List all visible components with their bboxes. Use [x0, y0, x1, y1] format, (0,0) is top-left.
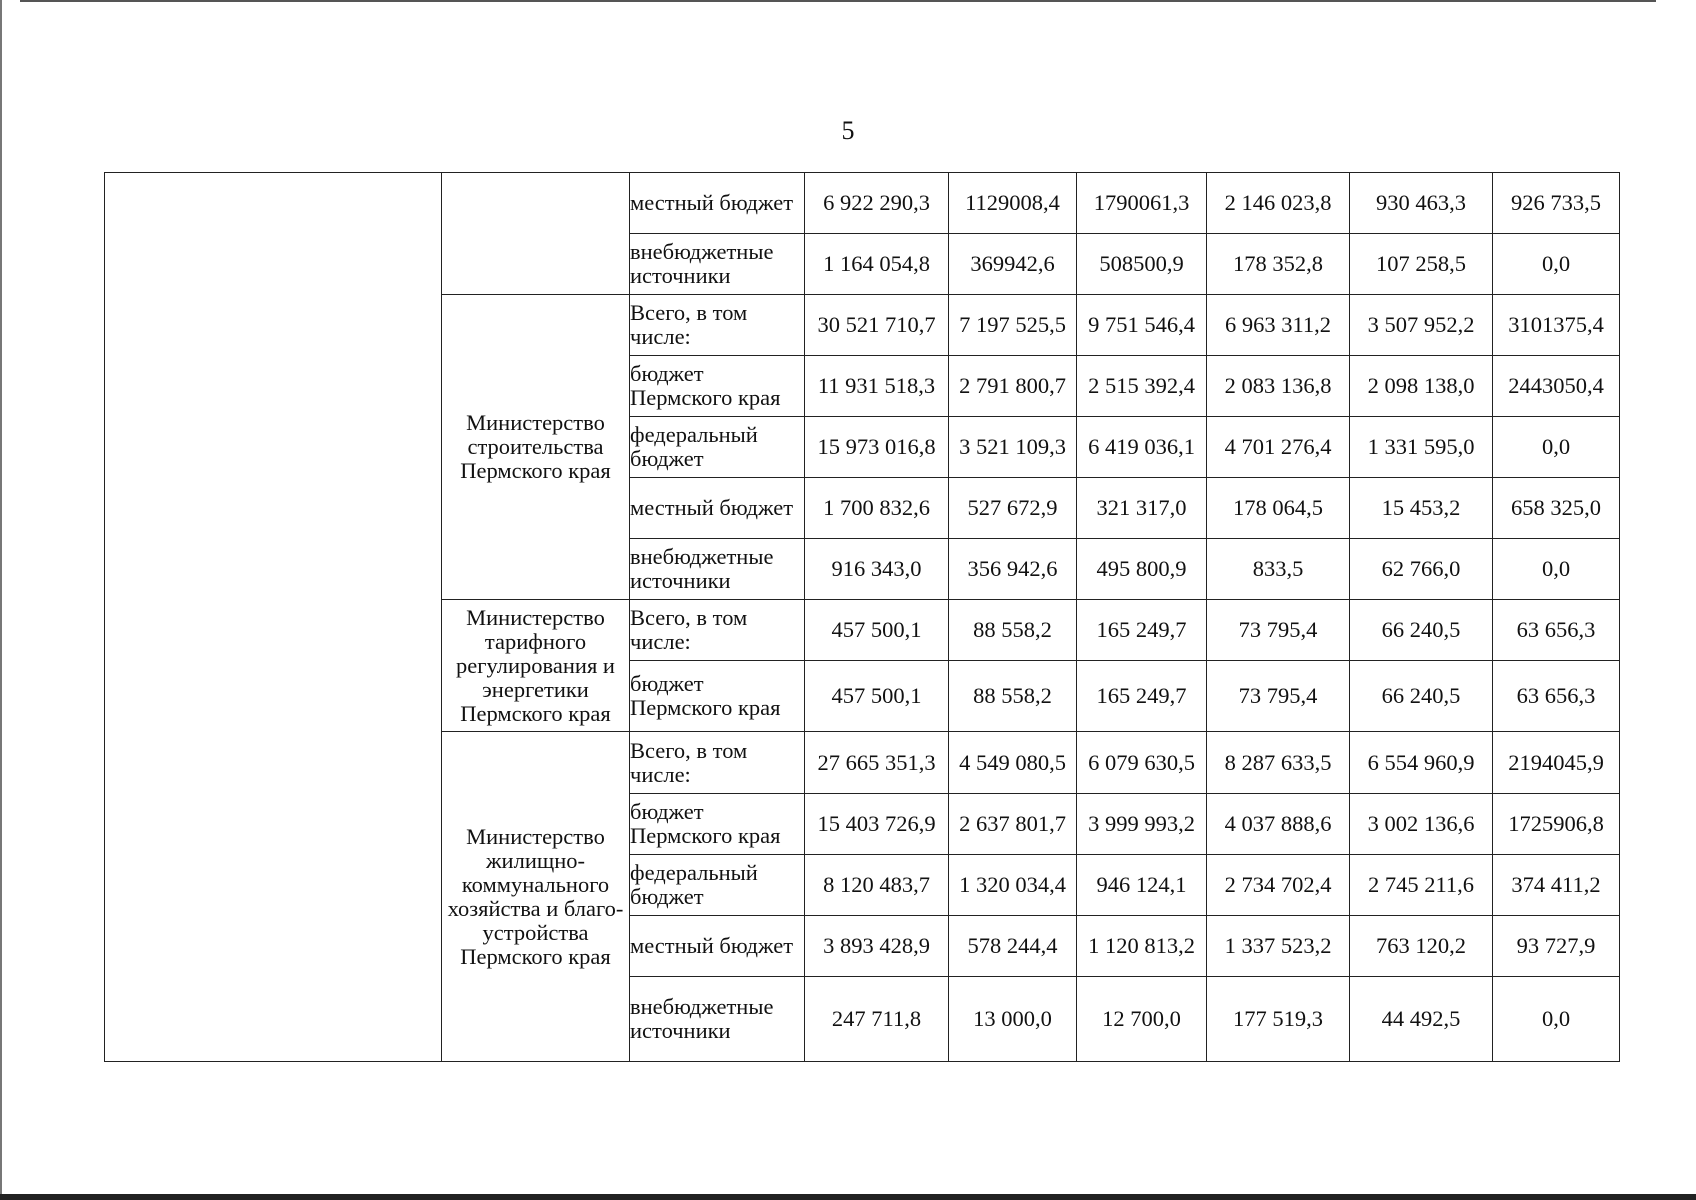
organization-cell	[442, 173, 630, 295]
value-cell: 93 727,9	[1493, 916, 1620, 977]
budget-table	[104, 172, 1620, 1062]
value-cell: 177 519,3	[1207, 977, 1350, 1062]
scan-bottom-edge	[0, 1194, 1696, 1200]
value-cell: 9 751 546,4	[1077, 295, 1207, 356]
value-cell: 369942,6	[949, 234, 1077, 295]
table-row	[105, 173, 1620, 234]
value-cell: 6 079 630,5	[1077, 732, 1207, 794]
value-cell: 4 549 080,5	[949, 732, 1077, 794]
funding-source-cell: бюджет Пермского края	[630, 356, 805, 417]
value-cell: 2443050,4	[1493, 356, 1620, 417]
value-cell: 457 500,1	[805, 600, 949, 661]
value-cell: 946 124,1	[1077, 855, 1207, 916]
value-cell: 73 795,4	[1207, 600, 1350, 661]
value-cell: 916 343,0	[805, 539, 949, 600]
value-cell: 4 037 888,6	[1207, 794, 1350, 855]
funding-source-cell: местный бюджет	[630, 478, 805, 539]
value-cell: 1 164 054,8	[805, 234, 949, 295]
value-cell: 6 554 960,9	[1350, 732, 1493, 794]
value-cell: 12 700,0	[1077, 977, 1207, 1062]
value-cell: 658 325,0	[1493, 478, 1620, 539]
value-cell: 2 098 138,0	[1350, 356, 1493, 417]
value-cell: 2 146 023,8	[1207, 173, 1350, 234]
value-cell: 178 064,5	[1207, 478, 1350, 539]
value-cell: 457 500,1	[805, 661, 949, 732]
value-cell: 2 515 392,4	[1077, 356, 1207, 417]
value-cell: 2 745 211,6	[1350, 855, 1493, 916]
funding-source-cell: внебюджетные источники	[630, 977, 805, 1062]
value-cell: 6 922 290,3	[805, 173, 949, 234]
value-cell: 3 893 428,9	[805, 916, 949, 977]
value-cell: 374 411,2	[1493, 855, 1620, 916]
value-cell: 3 999 993,2	[1077, 794, 1207, 855]
value-cell: 1725906,8	[1493, 794, 1620, 855]
funding-source-cell: местный бюджет	[630, 916, 805, 977]
value-cell: 1 331 595,0	[1350, 417, 1493, 478]
organization-cell: Министерство жилищно-коммунального хозяйства и благо-устройства Пермского края	[442, 732, 630, 1062]
value-cell: 527 672,9	[949, 478, 1077, 539]
funding-source-cell: внебюджетные источники	[630, 234, 805, 295]
value-cell: 578 244,4	[949, 916, 1077, 977]
funding-source-cell: местный бюджет	[630, 173, 805, 234]
value-cell: 63 656,3	[1493, 600, 1620, 661]
funding-source-cell: Всего, в том числе:	[630, 732, 805, 794]
value-cell: 165 249,7	[1077, 661, 1207, 732]
value-cell: 495 800,9	[1077, 539, 1207, 600]
value-cell: 356 942,6	[949, 539, 1077, 600]
value-cell: 0,0	[1493, 539, 1620, 600]
value-cell: 62 766,0	[1350, 539, 1493, 600]
value-cell: 833,5	[1207, 539, 1350, 600]
value-cell: 107 258,5	[1350, 234, 1493, 295]
value-cell: 30 521 710,7	[805, 295, 949, 356]
value-cell: 0,0	[1493, 977, 1620, 1062]
funding-source-cell: бюджет Пермского края	[630, 661, 805, 732]
value-cell: 3 521 109,3	[949, 417, 1077, 478]
value-cell: 1129008,4	[949, 173, 1077, 234]
page-number: 5	[841, 116, 855, 145]
value-cell: 8 287 633,5	[1207, 732, 1350, 794]
value-cell: 6 419 036,1	[1077, 417, 1207, 478]
value-cell: 6 963 311,2	[1207, 295, 1350, 356]
funding-source-cell: федеральный бюджет	[630, 855, 805, 916]
value-cell: 73 795,4	[1207, 661, 1350, 732]
value-cell: 15 403 726,9	[805, 794, 949, 855]
funding-source-cell: бюджет Пермского края	[630, 794, 805, 855]
value-cell: 88 558,2	[949, 600, 1077, 661]
value-cell: 2194045,9	[1493, 732, 1620, 794]
value-cell: 2 791 800,7	[949, 356, 1077, 417]
funding-source-cell: Всего, в том числе:	[630, 295, 805, 356]
value-cell: 926 733,5	[1493, 173, 1620, 234]
value-cell: 2 734 702,4	[1207, 855, 1350, 916]
funding-source-cell: федеральный бюджет	[630, 417, 805, 478]
value-cell: 3101375,4	[1493, 295, 1620, 356]
value-cell: 0,0	[1493, 417, 1620, 478]
value-cell: 1790061,3	[1077, 173, 1207, 234]
value-cell: 1 320 034,4	[949, 855, 1077, 916]
value-cell: 66 240,5	[1350, 600, 1493, 661]
value-cell: 2 637 801,7	[949, 794, 1077, 855]
empty-left-column	[105, 173, 442, 1062]
value-cell: 763 120,2	[1350, 916, 1493, 977]
value-cell: 1 700 832,6	[805, 478, 949, 539]
organization-cell: Министерство тарифного регулирования и энергетики Пермского края	[442, 600, 630, 732]
value-cell: 508500,9	[1077, 234, 1207, 295]
value-cell: 27 665 351,3	[805, 732, 949, 794]
budget-table-body	[105, 173, 1620, 1062]
scan-left-edge	[0, 0, 2, 1200]
value-cell: 247 711,8	[805, 977, 949, 1062]
value-cell: 3 002 136,6	[1350, 794, 1493, 855]
value-cell: 321 317,0	[1077, 478, 1207, 539]
value-cell: 0,0	[1493, 234, 1620, 295]
value-cell: 1 120 813,2	[1077, 916, 1207, 977]
value-cell: 4 701 276,4	[1207, 417, 1350, 478]
value-cell: 11 931 518,3	[805, 356, 949, 417]
value-cell: 44 492,5	[1350, 977, 1493, 1062]
value-cell: 15 453,2	[1350, 478, 1493, 539]
value-cell: 178 352,8	[1207, 234, 1350, 295]
organization-cell: Министерство строительства Пермского края	[442, 295, 630, 600]
value-cell: 15 973 016,8	[805, 417, 949, 478]
value-cell: 66 240,5	[1350, 661, 1493, 732]
value-cell: 2 083 136,8	[1207, 356, 1350, 417]
funding-source-cell: Всего, в том числе:	[630, 600, 805, 661]
value-cell: 8 120 483,7	[805, 855, 949, 916]
scan-top-edge	[20, 0, 1656, 2]
value-cell: 13 000,0	[949, 977, 1077, 1062]
value-cell: 88 558,2	[949, 661, 1077, 732]
value-cell: 1 337 523,2	[1207, 916, 1350, 977]
value-cell: 165 249,7	[1077, 600, 1207, 661]
value-cell: 930 463,3	[1350, 173, 1493, 234]
value-cell: 3 507 952,2	[1350, 295, 1493, 356]
value-cell: 63 656,3	[1493, 661, 1620, 732]
value-cell: 7 197 525,5	[949, 295, 1077, 356]
funding-source-cell: внебюджетные источники	[630, 539, 805, 600]
